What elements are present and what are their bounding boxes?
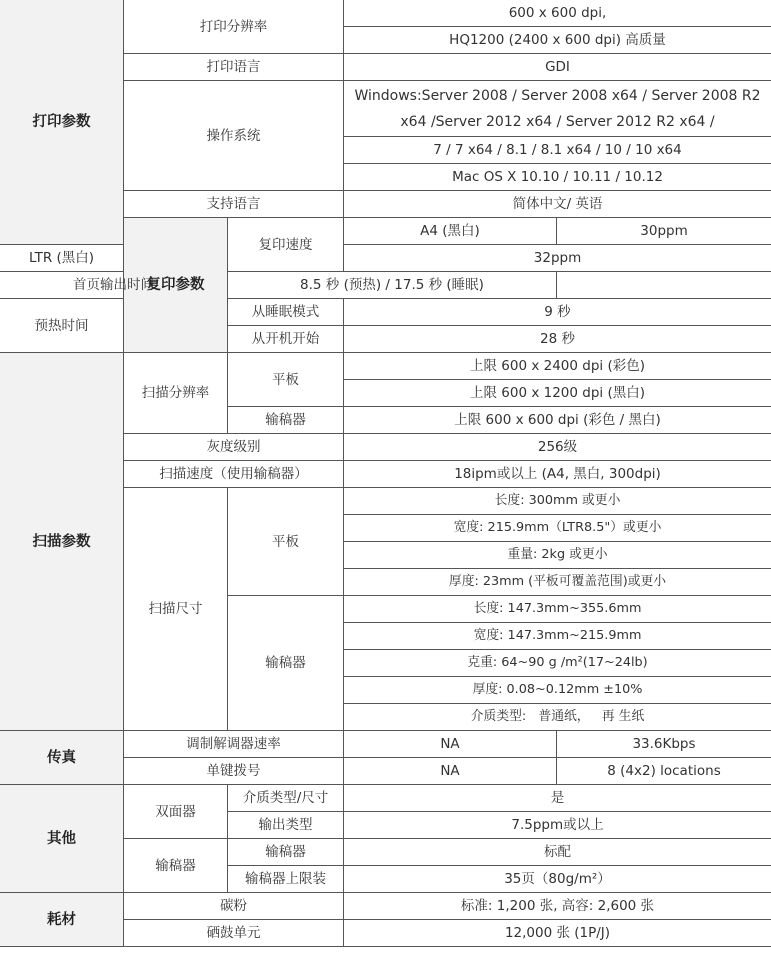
scan-flatbed-label: 平板 xyxy=(228,353,344,407)
one-touch-value: NA xyxy=(344,758,557,785)
print-language-value: GDI xyxy=(344,54,771,81)
scan-adf-resolution: 上限 600 x 600 dpi (彩色 / 黑白) xyxy=(344,407,771,434)
flatbed-size-value: 宽度: 215.9mm（LTR8.5"）或更小 xyxy=(344,515,771,542)
gray-level-label: 灰度级别 xyxy=(124,434,344,461)
duplex-value: 是 xyxy=(344,785,771,812)
toner-value: 标准: 1,200 张, 高容: 2,600 张 xyxy=(344,893,771,920)
warmup-sub: 从开机开始 xyxy=(228,326,344,353)
other-adf-value: 标配 xyxy=(344,839,771,866)
print-resolution-value: 600 x 600 dpi, xyxy=(344,0,771,27)
warmup-label: 预热时间 xyxy=(0,299,124,353)
toner-label: 碳粉 xyxy=(124,893,344,920)
gray-level-value: 256级 xyxy=(344,434,771,461)
duplex-label: 双面器 xyxy=(124,785,228,839)
os-value: Windows:Server 2008 / Server 2008 x64 / Server 2008 R2 x64 /Server 2012 x64 / Server 2012 R2 x64 / xyxy=(344,81,771,137)
scan-resolution-label: 扫描分辨率 xyxy=(124,353,228,434)
duplex-sub: 输出类型 xyxy=(228,812,344,839)
fax-category: 传真 xyxy=(0,731,124,785)
copy-speed-value: 30ppm xyxy=(557,218,771,245)
other-adf-label: 输稿器 xyxy=(124,839,228,893)
os-label: 操作系统 xyxy=(124,81,344,191)
one-touch-label: 单键拨号 xyxy=(124,758,344,785)
scan-flatbed-resolution: 上限 600 x 2400 dpi (彩色) xyxy=(344,353,771,380)
os-value: 7 / 7 x64 / 8.1 / 8.1 x64 / 10 / 10 x64 xyxy=(344,137,771,164)
scan-adf-label: 输稿器 xyxy=(228,407,344,434)
adf-size-value: 厚度: 0.08~0.12mm ±10% xyxy=(344,677,771,704)
duplex-value: 7.5ppm或以上 xyxy=(344,812,771,839)
warmup-sub: 从睡眠模式 xyxy=(228,299,344,326)
first-page-value: 8.5 秒 (预热) / 17.5 秒 (睡眠) xyxy=(228,272,557,299)
warmup-value: 9 秒 xyxy=(344,299,771,326)
copy-speed-label: 复印速度 xyxy=(228,218,344,272)
adf-size-value: 介质类型: 普通纸， 再 生纸 xyxy=(344,704,771,731)
os-value: Mac OS X 10.10 / 10.11 / 10.12 xyxy=(344,164,771,191)
adf-size-value: 宽度: 147.3mm~215.9mm xyxy=(344,623,771,650)
drum-label: 硒鼓单元 xyxy=(124,920,344,947)
warmup-value: 28 秒 xyxy=(344,326,771,353)
print-resolution-label: 打印分辨率 xyxy=(124,0,344,54)
copy-category: 复印参数 xyxy=(124,218,228,353)
support-language-label: 支持语言 xyxy=(124,191,344,218)
other-category: 其他 xyxy=(0,785,124,893)
modem-value: NA xyxy=(344,731,557,758)
first-page-label: 首页输出时间 xyxy=(0,272,228,299)
flatbed-size-value: 重量: 2kg 或更小 xyxy=(344,542,771,569)
scan-speed-value: 18ipm或以上 (A4, 黑白, 300dpi) xyxy=(344,461,771,488)
support-language-value: 简体中文/ 英语 xyxy=(344,191,771,218)
other-adf-sub: 输稿器上限装 xyxy=(228,866,344,893)
duplex-sub: 介质类型/尺寸 xyxy=(228,785,344,812)
one-touch-value: 8 (4x2) locations xyxy=(557,758,771,785)
scan-size-label: 扫描尺寸 xyxy=(124,488,228,731)
print-category: 打印参数 xyxy=(0,0,124,245)
scan-size-flatbed-label: 平板 xyxy=(228,488,344,596)
other-adf-sub: 输稿器 xyxy=(228,839,344,866)
copy-speed-value: 32ppm xyxy=(344,245,771,272)
scan-flatbed-resolution: 上限 600 x 1200 dpi (黑白) xyxy=(344,380,771,407)
copy-speed-sub: A4 (黑白) xyxy=(344,218,557,245)
scan-size-adf-label: 输稿器 xyxy=(228,596,344,731)
drum-value: 12,000 张 (1P/J) xyxy=(344,920,771,947)
scan-speed-label: 扫描速度（使用输稿器） xyxy=(124,461,344,488)
flatbed-size-value: 厚度: 23mm (平板可覆盖范围)或更小 xyxy=(344,569,771,596)
print-resolution-value: HQ1200 (2400 x 600 dpi) 高质量 xyxy=(344,27,771,54)
adf-size-value: 克重: 64~90 g /m²(17~24lb) xyxy=(344,650,771,677)
supplies-category: 耗材 xyxy=(0,893,124,947)
flatbed-size-value: 长度: 300mm 或更小 xyxy=(344,488,771,515)
modem-value: 33.6Kbps xyxy=(557,731,771,758)
scan-category: 扫描参数 xyxy=(0,353,124,731)
adf-size-value: 长度: 147.3mm~355.6mm xyxy=(344,596,771,623)
print-language-label: 打印语言 xyxy=(124,54,344,81)
modem-label: 调制解调器速率 xyxy=(124,731,344,758)
copy-speed-sub: LTR (黑白) xyxy=(0,245,124,272)
other-adf-value: 35页（80g/m²） xyxy=(344,866,771,893)
